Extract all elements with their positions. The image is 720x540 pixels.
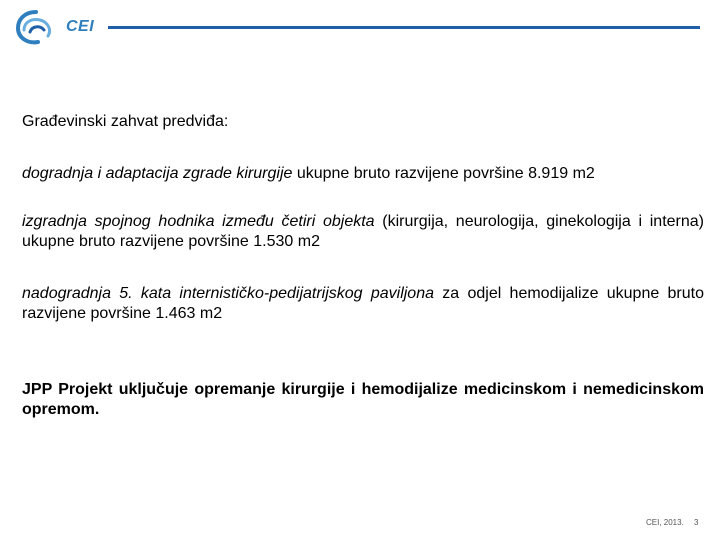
summary-text: JPP Projekt uključuje opremanje kirurgije i hemodijalize medicinskom i nemedicinskom opremom. xyxy=(22,381,704,418)
item-emphasis: nadogradnja 5. kata internističko-pedijatrijskog paviljona xyxy=(22,285,435,302)
header-rule xyxy=(108,26,700,29)
logo-wordmark: CEI xyxy=(66,18,95,35)
item-emphasis: izgradnja spojnog hodnika između četiri objekta xyxy=(22,213,375,230)
swirl-logo-icon xyxy=(14,8,58,48)
logo xyxy=(14,8,110,48)
item-text: za odjel hemodijalize ukupne bruto razvijene površine 1.463 m2 xyxy=(22,285,705,322)
item-text: (kirurgija, neurologija, ginekologija i interna) ukupne bruto razvijene površine 1.530 m2 xyxy=(22,213,704,250)
list-item xyxy=(22,212,704,252)
page-number: 3 xyxy=(694,518,699,527)
list-item xyxy=(22,284,704,324)
intro-text: Građevinski zahvat predviđa: xyxy=(22,113,229,130)
footer-credit: CEI, 2013. xyxy=(646,518,684,527)
item-emphasis: dogradnja i adaptacija zgrade kirurgije xyxy=(22,165,293,182)
list-item xyxy=(22,164,704,184)
item-text: ukupne bruto razvijene površine 8.919 m2 xyxy=(292,165,595,182)
